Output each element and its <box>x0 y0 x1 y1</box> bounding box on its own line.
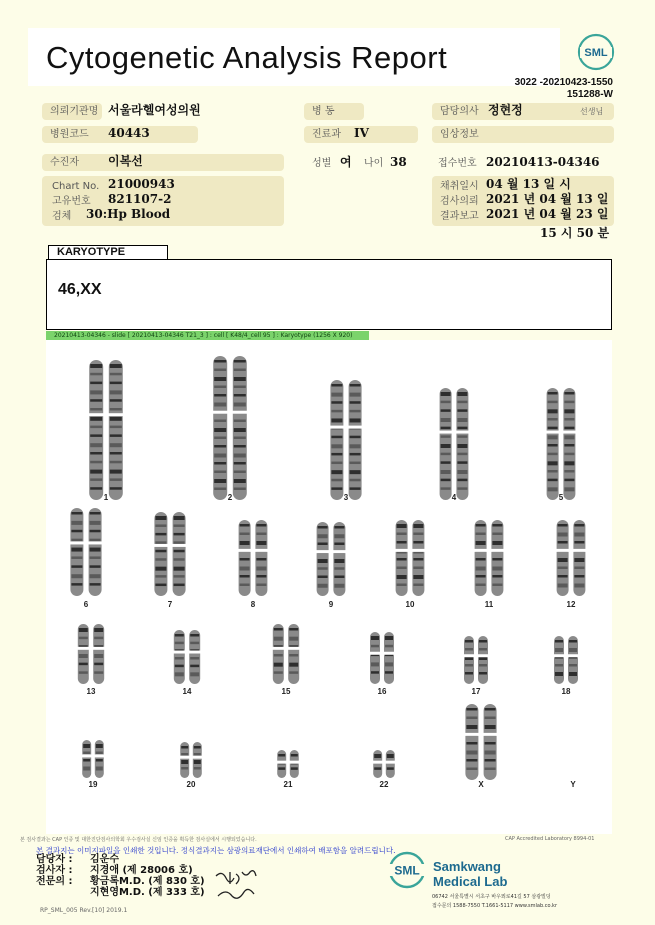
institution-value: 서울라헬여성의원 <box>108 103 201 117</box>
chromosome-19-copy-1 <box>82 740 92 778</box>
staff-4-name: 지현영M.D. (제 333 호) <box>90 887 205 898</box>
chromosome-label-20: 20 <box>186 780 196 789</box>
chromosome-label-16: 16 <box>377 687 387 696</box>
chromosome-3-copy-2 <box>348 380 362 500</box>
chromosome-label-17: 17 <box>471 687 481 696</box>
chromosome-18-copy-1 <box>554 636 565 684</box>
chromosome-8-copy-2 <box>255 520 268 596</box>
chromosome-8-copy-1 <box>238 520 251 596</box>
chromosome-label-4: 4 <box>451 493 457 502</box>
chromosome-9-copy-2 <box>333 522 346 596</box>
dept-label: 진료과 <box>304 126 418 143</box>
chromosome-label-7: 7 <box>167 600 173 609</box>
chromosome-X-copy-1 <box>465 704 479 780</box>
chromosome-21-copy-1 <box>277 750 287 778</box>
chromosome-10-copy-1 <box>395 520 408 596</box>
patient-value: 이복선 <box>108 154 143 168</box>
chromosome-label-14: 14 <box>182 687 192 696</box>
chromosome-label-3: 3 <box>343 493 349 502</box>
specimen-value: 30:Hp Blood <box>86 207 171 221</box>
lab-address-line: 06742 서울특별시 서초구 바우뫼로41길 57 삼광빌딩 <box>432 894 551 900</box>
age-value: 38 <box>390 155 407 169</box>
chromosome-6-copy-1 <box>70 508 84 596</box>
chromosome-label-11: 11 <box>484 600 494 609</box>
sex-label: 성별 <box>312 158 332 169</box>
chromosome-label-Y: Y <box>570 780 576 789</box>
staff-1-name: 김운수 <box>90 854 119 865</box>
chromosome-15-copy-1 <box>272 624 284 684</box>
chromosome-label-22: 22 <box>379 780 389 789</box>
sml-logo-icon <box>576 32 616 72</box>
collect-label: 채취일시 <box>440 181 479 192</box>
chromosome-17-copy-2 <box>478 636 489 684</box>
dept-value: IV <box>354 126 369 140</box>
chromosome-14-copy-1 <box>173 630 185 684</box>
chromosome-13-copy-2 <box>93 624 105 684</box>
lab-address <box>432 893 557 911</box>
chromosome-20-copy-2 <box>192 742 202 778</box>
samkwang-logo-icon <box>385 850 429 890</box>
patient-label: 수진자 <box>42 154 284 171</box>
chromosome-16-copy-1 <box>370 632 381 684</box>
chromosome-19-copy-2 <box>94 740 104 778</box>
chromosome-4-copy-1 <box>439 388 452 500</box>
age-label: 나이 <box>364 158 384 169</box>
chromosome-1-copy-1 <box>89 360 104 500</box>
sex-value: 여 <box>340 155 352 169</box>
chromosome-11-copy-1 <box>474 520 487 596</box>
footer-fine-print: 본 검사결과는 CAP 인증 및 대한진단검사의학회 우수검사실 신임 인증을 획득한 검사실에서 시행되었습니다. <box>20 837 257 843</box>
chromosome-label-X: X <box>478 780 484 789</box>
karyotype-tab: KARYOTYPE <box>48 245 168 260</box>
result-value: 2021 년 04 월 23 일 <box>486 207 609 221</box>
request-value: 2021 년 04 월 13 일 <box>486 192 609 206</box>
sml-logo-text: SML <box>584 47 608 59</box>
lab-phone-line: 접수문의 1588-7550 T.1661-5117 www.smlab.co.kr <box>432 903 557 909</box>
chromosome-9-copy-1 <box>316 522 329 596</box>
chromosome-10-copy-2 <box>412 520 425 596</box>
chromosome-label-13: 13 <box>86 687 96 696</box>
chromosome-15-copy-2 <box>288 624 300 684</box>
print-notice: 본 결과지는 이미지파일을 인쇄한 것입니다. 정식결과지는 삼광의료재단에서 인쇄하여 배포함을 알려드립니다. <box>36 846 396 855</box>
receipt-value: 20210413-04346 <box>486 155 600 169</box>
image-caption-bar: 20210413-04346 - slide [ 20210413-04346 T21_3 ] : cell [ K48/4_cell 95 ] : Karyotype (1256 X 920) <box>46 331 369 340</box>
chromosome-11-copy-2 <box>491 520 504 596</box>
chromosome-label-10: 10 <box>405 600 415 609</box>
cap-note: CAP Accredited Laboratory 8994-01 <box>505 836 595 842</box>
staff-3-role: 전문의 : <box>36 876 73 887</box>
hospital-code-label: 병원코드 <box>42 126 198 143</box>
receipt-label: 접수번호 <box>438 158 477 169</box>
unique-label: 고유번호 <box>52 196 91 207</box>
clinical-label: 임상정보 <box>432 126 614 143</box>
lab-name-line-2: Medical Lab <box>433 874 508 889</box>
chart-value: 21000943 <box>108 177 175 191</box>
karyotype-value: 46,XX <box>58 281 102 298</box>
karyotype-box <box>46 259 612 330</box>
chromosome-22-copy-1 <box>373 750 383 778</box>
chromosome-label-1: 1 <box>103 493 109 502</box>
chromosome-12-copy-2 <box>573 520 586 596</box>
request-label: 검사의뢰 <box>440 196 479 207</box>
unique-value: 821107-2 <box>108 192 172 206</box>
specimen-label: 검체 <box>52 211 72 222</box>
chromosome-label-5: 5 <box>558 493 564 502</box>
chromosome-2-copy-2 <box>232 356 247 500</box>
staff-2-role: 검사자 : <box>36 865 73 876</box>
chromosome-X-copy-2 <box>483 704 497 780</box>
chromosome-13-copy-1 <box>77 624 89 684</box>
chromosome-17-copy-1 <box>464 636 475 684</box>
chromosome-4-copy-2 <box>456 388 469 500</box>
report-id-line-2: 151288-W <box>566 89 613 100</box>
chromosome-label-19: 19 <box>88 780 98 789</box>
report-id-line-1: 3022 -20210423-1550 <box>514 77 613 88</box>
chromosome-22-copy-2 <box>385 750 395 778</box>
chromosome-label-15: 15 <box>281 687 291 696</box>
result-label: 결과보고 <box>440 211 479 222</box>
result-time: 15 시 50 분 <box>540 226 610 240</box>
chromosome-21-copy-2 <box>289 750 299 778</box>
signature-icon <box>212 868 262 904</box>
chromosome-3-copy-1 <box>330 380 344 500</box>
chromosome-label-2: 2 <box>227 493 233 502</box>
chromosome-12-copy-1 <box>556 520 569 596</box>
report-id <box>515 77 613 101</box>
chromosome-6-copy-2 <box>88 508 102 596</box>
chromosome-label-9: 9 <box>328 600 334 609</box>
samkwang-logo-text: SML <box>394 863 420 878</box>
lab-name-line-1: Samkwang <box>433 859 501 874</box>
chromosome-label-8: 8 <box>250 600 256 609</box>
chromosome-7-copy-2 <box>172 512 186 596</box>
hospital-code-value: 40443 <box>108 126 150 140</box>
report-title: Cytogenetic Analysis Report <box>46 40 448 75</box>
form-code: RP_SML_005 Rev.[10] 2019.1 <box>40 907 128 914</box>
chromosome-2-copy-1 <box>213 356 228 500</box>
collect-value: 04 월 13 일 시 <box>486 177 571 191</box>
chromosome-label-12: 12 <box>566 600 576 609</box>
chromosome-20-copy-1 <box>180 742 190 778</box>
lab-name <box>433 859 507 889</box>
karyogram-image <box>46 340 612 834</box>
chromosome-5-copy-1 <box>546 388 559 500</box>
doctor-label: 담당의사 <box>432 103 614 120</box>
institution-label: 의뢰기관명 <box>42 103 102 120</box>
ward-label: 병 동 <box>304 103 364 120</box>
karyogram-svg <box>46 340 612 834</box>
chromosome-5-copy-2 <box>563 388 576 500</box>
chromosome-18-copy-2 <box>568 636 579 684</box>
chromosome-label-6: 6 <box>83 600 89 609</box>
chromosome-label-21: 21 <box>283 780 293 789</box>
chromosome-7-copy-1 <box>154 512 168 596</box>
doctor-suffix: 선생님 <box>580 107 604 116</box>
chromosome-1-copy-2 <box>108 360 123 500</box>
chromosome-14-copy-2 <box>189 630 201 684</box>
doctor-value: 정현정 <box>488 103 523 117</box>
chromosome-label-18: 18 <box>561 687 571 696</box>
staff-1-role: 담당자 : <box>36 854 73 865</box>
chart-label: Chart No. <box>52 181 100 192</box>
staff-2-name: 지경애 (제 28006 호) <box>90 865 193 876</box>
chromosome-16-copy-2 <box>384 632 395 684</box>
staff-3-name: 황금록M.D. (제 830 호) <box>90 876 205 887</box>
